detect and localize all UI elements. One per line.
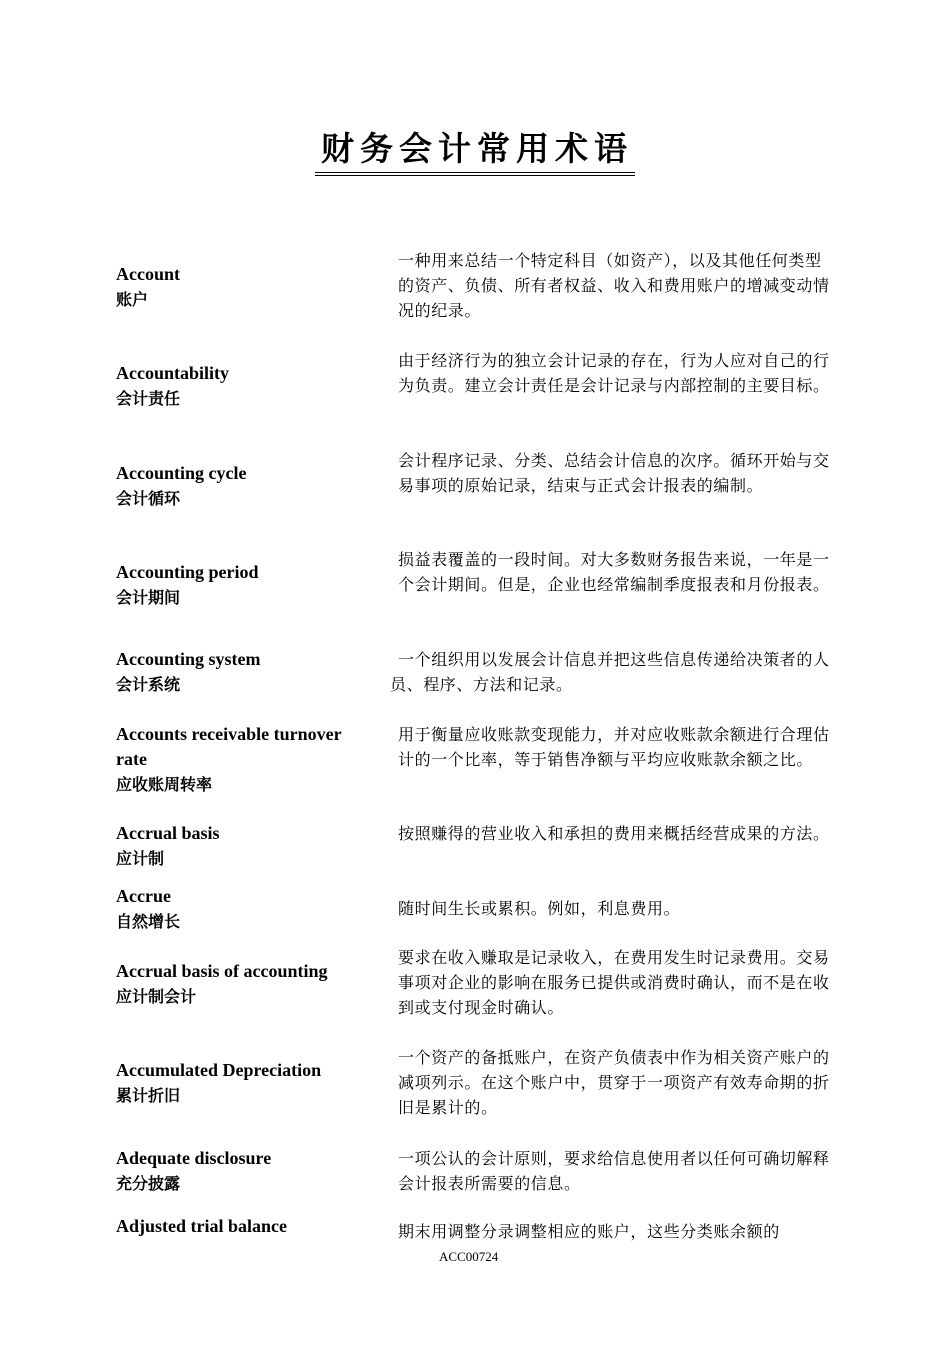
term bbox=[116, 1214, 371, 1239]
term-definition: 用于衡量应收账款变现能力，并对应收账款余额进行合理估计的一个比率，等于销售净额与平均应收账款余额之比。 bbox=[398, 725, 830, 769]
page-footer-code: ACC00724 bbox=[439, 1249, 499, 1264]
term-english: Accrual basis bbox=[116, 823, 220, 843]
term-english: Accrue bbox=[116, 886, 171, 906]
term-chinese: 充分披露 bbox=[116, 1174, 181, 1193]
term-english: Accrual basis of accounting bbox=[116, 961, 328, 981]
term-english: Adjusted trial balance bbox=[116, 1216, 287, 1236]
term bbox=[116, 560, 371, 610]
term bbox=[116, 647, 371, 697]
term bbox=[116, 959, 371, 1009]
term-definition: 损益表覆盖的一段时间。对大多数财务报告来说，一年是一个会计期间。但是，企业也经常编制季度报表和月份报表。 bbox=[398, 550, 830, 594]
term bbox=[116, 461, 371, 511]
term-english: Accounting period bbox=[116, 562, 259, 582]
page-title bbox=[0, 128, 950, 176]
term-chinese: 会计循环 bbox=[116, 489, 181, 508]
page-title-text: 财务会计常用术语 bbox=[315, 128, 635, 176]
term bbox=[116, 361, 371, 411]
term-chinese: 账户 bbox=[116, 290, 149, 309]
term bbox=[116, 884, 371, 934]
term-definition: 期末用调整分录调整相应的账户，这些分类账余额的 bbox=[398, 1222, 780, 1241]
term-definition: 随时间生长或累积。例如，利息费用。 bbox=[398, 899, 681, 918]
term-english: Adequate disclosure bbox=[116, 1148, 272, 1168]
term bbox=[116, 821, 371, 871]
term-definition: 要求在收入赚取是记录收入，在费用发生时记录费用。交易事项对企业的影响在服务已提供或消费时确认，而不是在收到或支付现金时确认。 bbox=[398, 948, 830, 1017]
term-definition: 一项公认的会计原则，要求给信息使用者以任何可确切解释会计报表所需要的信息。 bbox=[398, 1149, 830, 1193]
term-definition: 一个组织用以发展会计信息并把这些信息传递给决策者的人员、程序、方法和记录。 bbox=[390, 650, 830, 694]
term-chinese: 会计期间 bbox=[116, 588, 181, 607]
term bbox=[116, 722, 371, 797]
term bbox=[116, 1058, 371, 1108]
term-chinese: 累计折旧 bbox=[116, 1086, 181, 1105]
term bbox=[116, 1146, 371, 1196]
term-definition: 由于经济行为的独立会计记录的存在，行为人应对自己的行为负责。建立会计责任是会计记录与内部控制的主要目标。 bbox=[398, 351, 830, 395]
term bbox=[116, 262, 371, 312]
term-definition: 一种用来总结一个特定科目（如资产），以及其他任何类型的资产、负债、所有者权益、收入和费用账户的增减变动情况的纪录。 bbox=[398, 251, 830, 320]
term-definition: 会计程序记录、分类、总结会计信息的次序。循环开始与交易事项的原始记录，结束与正式会计报表的编制。 bbox=[398, 451, 830, 495]
term-english: Accounting cycle bbox=[116, 463, 247, 483]
term-chinese: 会计责任 bbox=[116, 389, 181, 408]
term-english: Accounts receivable turnover rate bbox=[116, 724, 342, 769]
term-chinese: 会计系统 bbox=[116, 675, 181, 694]
term-definition: 按照赚得的营业收入和承担的费用来概括经营成果的方法。 bbox=[398, 824, 830, 843]
term-chinese: 应计制 bbox=[116, 849, 165, 868]
term-english: Account bbox=[116, 264, 180, 284]
term-english: Accounting system bbox=[116, 649, 261, 669]
term-english: Accumulated Depreciation bbox=[116, 1060, 322, 1080]
term-chinese: 应收账周转率 bbox=[116, 775, 213, 794]
term-chinese: 自然增长 bbox=[116, 912, 181, 931]
term-definition: 一个资产的备抵账户，在资产负债表中作为相关资产账户的减项列示。在这个账户中，贯穿于一项资产有效寿命期的折旧是累计的。 bbox=[398, 1048, 830, 1117]
term-english: Accountability bbox=[116, 363, 230, 383]
term-chinese: 应计制会计 bbox=[116, 987, 197, 1006]
